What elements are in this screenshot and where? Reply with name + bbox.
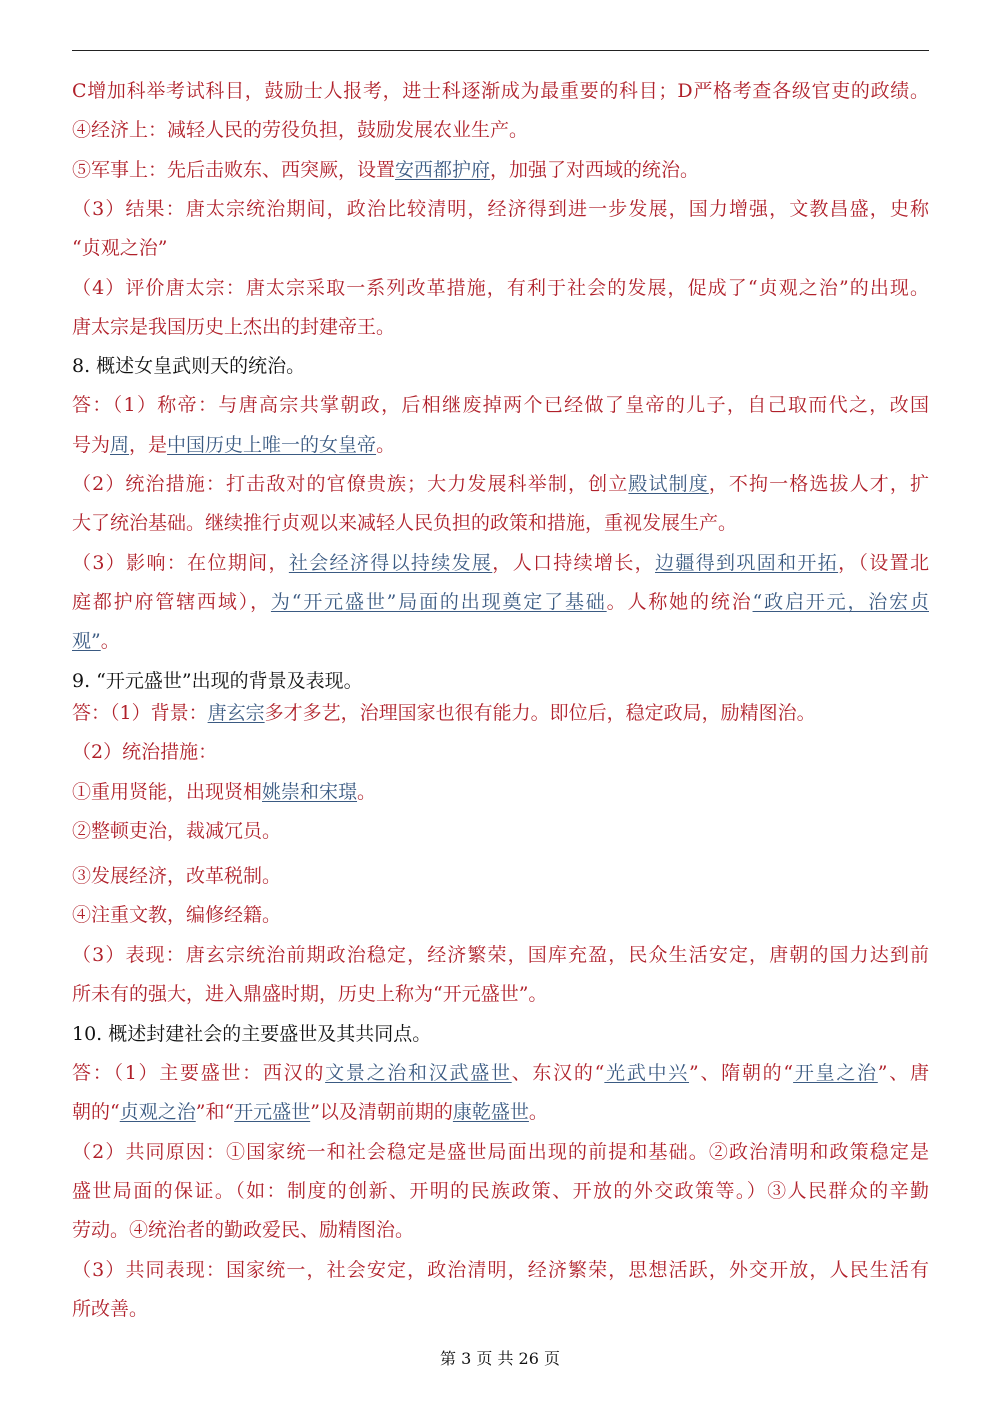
text-line — [72, 78, 929, 104]
keyword-underlined: “政启开元，治宏贞 — [752, 591, 929, 613]
question-text: 9. “开元盛世”出现的背景及表现。 — [72, 670, 363, 692]
answer-text: ③发展经济，改革税制。 — [72, 865, 282, 887]
answer-text: ④注重文教，编修经籍。 — [72, 904, 282, 926]
answer-text: 盛世局面的保证。（如：制度的创新、开明的民族政策、开放的外交政策等。）③人民群众的辛勤 — [72, 1180, 929, 1202]
answer-text: 。 — [376, 434, 396, 456]
header-rule — [72, 50, 929, 51]
answer-text: ④经济上：减轻人民的劳役负担，鼓励发展农业生产。 — [72, 119, 529, 141]
answer-text: 大了统治基础。继续推行贞观以来减轻人民负担的政策和措施，重视发展生产。 — [72, 512, 738, 534]
text-line — [72, 196, 929, 222]
text-line — [72, 1060, 929, 1086]
answer-text: 答：（1）主要盛世：西汉的 — [72, 1062, 326, 1084]
text-line — [72, 589, 929, 615]
text-line — [72, 1139, 929, 1165]
answer-text: ，（设置北 — [838, 552, 929, 574]
answer-text: 答：（1）称帝：与唐高宗共掌朝政，后相继废掉两个已经做了皇帝的儿子，自己取而代之，改国 — [72, 394, 929, 416]
answer-text: 答：（1）背景： — [72, 702, 208, 724]
answer-text: ”、隋朝的“ — [689, 1062, 794, 1084]
text-line — [72, 628, 929, 654]
keyword-underlined: 康乾盛世 — [452, 1101, 529, 1123]
text-line — [72, 902, 929, 928]
text-line — [72, 1296, 929, 1322]
text-line — [72, 863, 929, 889]
answer-text: “贞观之治” — [72, 237, 168, 259]
keyword-underlined: 开皇之治 — [793, 1062, 878, 1084]
text-line — [72, 353, 929, 379]
text-line — [72, 981, 929, 1007]
text-line — [72, 1099, 929, 1125]
keyword-underlined: 社会经济得以持续发展 — [288, 552, 493, 574]
answer-text: （2）统治措施：打击敌对的官僚贵族；大力发展科举制，创立 — [72, 473, 629, 495]
text-line — [72, 432, 929, 458]
text-line — [72, 235, 929, 261]
text-line — [72, 942, 929, 968]
page-number: 第 3 页 共 26 页 — [440, 1349, 560, 1368]
answer-text: （3）表现：唐玄宗统治前期政治稳定，经济繁荣，国库充盈，民众生活安定，唐朝的国力达到前 — [72, 944, 929, 966]
answer-text: 唐太宗是我国历史上杰出的封建帝王。 — [72, 316, 396, 338]
keyword-underlined: 姚崇和宋璟 — [262, 781, 358, 803]
answer-text: ②整顿吏治，裁减冗员。 — [72, 820, 282, 842]
answer-text: 。 — [528, 1101, 548, 1123]
keyword-underlined: 周 — [110, 434, 130, 456]
answer-text: ①重用贤能，出现贤相 — [72, 781, 263, 803]
keyword-underlined: 为“开元盛世”局面的出现奠定了基础 — [270, 591, 607, 613]
text-line — [72, 1021, 929, 1047]
keyword-underlined: 贞观之治 — [119, 1101, 196, 1123]
answer-text: 所未有的强大，进入鼎盛时期，历史上称为“开元盛世”。 — [72, 983, 548, 1005]
text-line — [72, 1217, 929, 1243]
answer-text: 所改善。 — [72, 1298, 149, 1320]
text-line — [72, 1178, 929, 1204]
answer-text: （2）统治措施： — [72, 741, 218, 763]
text-line — [72, 1257, 929, 1283]
answer-text: 朝的“ — [72, 1101, 120, 1123]
keyword-underlined: 安西都护府 — [395, 159, 491, 181]
answer-text: 庭都护府管辖西域）， — [72, 591, 271, 613]
keyword-underlined: 中国历史上唯一的女皇帝 — [167, 434, 377, 456]
answer-text: 、东汉的“ — [511, 1062, 605, 1084]
text-line — [72, 157, 929, 183]
answer-text: （3）共同表现：国家统一，社会安定，政治清明，经济繁荣，思想活跃，外交开放，人民生活有 — [72, 1259, 929, 1281]
answer-text: ⑤军事上：先后击败东、西突厥，设置 — [72, 159, 396, 181]
text-line — [72, 471, 929, 497]
text-line — [72, 392, 929, 418]
answer-text: 。 — [100, 630, 120, 652]
text-line — [72, 550, 929, 576]
answer-text: （3）影响：在位期间， — [72, 552, 289, 574]
text-line — [72, 779, 929, 805]
text-line — [72, 117, 929, 143]
keyword-underlined: 开元盛世 — [234, 1101, 311, 1123]
answer-text: ，加强了对西域的统治。 — [490, 159, 700, 181]
answer-text: （4）评价唐太宗：唐太宗采取一系列改革措施，有利于社会的发展，促成了“贞观之治”的出现。 — [72, 277, 929, 299]
question-text: 10. 概述封建社会的主要盛世及其共同点。 — [72, 1023, 432, 1045]
text-line — [72, 314, 929, 340]
text-line — [72, 275, 929, 301]
keyword-underlined: 光武中兴 — [604, 1062, 690, 1084]
answer-text: ，不拘一格选拔人才，扩 — [708, 473, 929, 495]
answer-text: ，人口持续增长， — [492, 552, 656, 574]
text-line — [72, 739, 929, 765]
text-line — [72, 668, 929, 694]
answer-text: （3）结果：唐太宗统治期间，政治比较清明，经济得到进一步发展，国力增强，文教昌盛，史称 — [72, 198, 929, 220]
answer-text: （2）共同原因：①国家统一和社会稳定是盛世局面出现的前提和基础。②政治清明和政策稳定是 — [72, 1141, 929, 1163]
answer-text: 多才多艺，治理国家也很有能力。即位后，稳定政局，励精图治。 — [264, 702, 816, 724]
text-line — [72, 700, 929, 726]
keyword-underlined: 殿试制度 — [628, 473, 709, 495]
question-text: 8. 概述女皇武则天的统治。 — [72, 355, 306, 377]
answer-text: ，是 — [129, 434, 168, 456]
keyword-underlined: 观” — [72, 630, 101, 652]
text-line — [72, 818, 929, 844]
text-line — [72, 510, 929, 536]
answer-text: C增加科举考试科目，鼓励士人报考，进士科逐渐成为最重要的科目；D严格考查各级官吏的政绩。 — [72, 80, 929, 102]
answer-text: ”、唐 — [877, 1062, 929, 1084]
answer-text: 劳动。④统治者的勤政爱民、励精图治。 — [72, 1219, 415, 1241]
answer-text: 号为 — [72, 434, 111, 456]
answer-text: ”和“ — [195, 1101, 235, 1123]
keyword-underlined: 唐玄宗 — [207, 702, 265, 724]
answer-text: 。 — [357, 781, 377, 803]
keyword-underlined: 边疆得到巩固和开拓 — [655, 552, 839, 574]
answer-text: ”以及清朝前期的 — [310, 1101, 453, 1123]
answer-text: 。人称她的统治 — [606, 591, 753, 613]
keyword-underlined: 文景之治和汉武盛世 — [325, 1062, 512, 1084]
